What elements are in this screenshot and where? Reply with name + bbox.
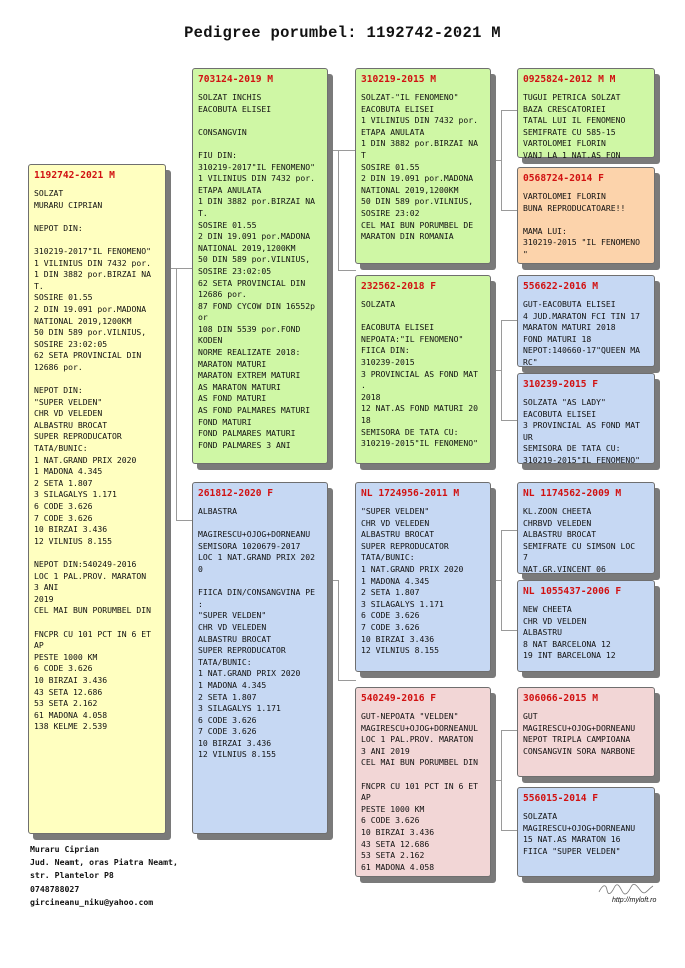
card-line: 12 NAT.AS FOND MATURI 20 [361, 403, 478, 414]
card-line: NEPOT TRIPLA CAMPIOANA [523, 734, 631, 745]
connector [501, 320, 518, 321]
card-line: CHR VD VELEDEN [34, 408, 103, 419]
connector [501, 730, 518, 731]
ring-number: 310239-2015 F [523, 379, 599, 390]
card-line: 3 SILAGALYS 1.171 [198, 703, 281, 714]
card-line: NEPOATA:"IL FENOMENO" [361, 333, 464, 344]
card-line: LOC 1 PAL.PROV. MARATON [34, 570, 147, 581]
card-content [523, 74, 650, 160]
card-line: 2019 [34, 593, 54, 604]
card-line: PESTE 1000 KM [34, 651, 98, 662]
card-line: 12 VILNIUS 8.155 [34, 535, 112, 546]
card-line: SUPER REPRODUCATOR [198, 645, 286, 656]
card-line: 43 SETA 12.686 [34, 686, 103, 697]
ring-number: NL 1055437-2006 F [523, 586, 622, 597]
card-line: AS FOND MATURI [198, 393, 267, 404]
card-line: 3 PROVINCIAL AS FOND MAT [361, 368, 478, 379]
card-line: 50 DIN 589 por.VILNIUS, [198, 254, 311, 265]
card-line: 1 VILINIUS DIN 7432 por. [34, 257, 151, 268]
card-line: GUT [523, 711, 538, 721]
card-line: CHR VD VELEDEN [198, 621, 267, 632]
connector [338, 150, 356, 151]
connector [338, 270, 356, 271]
card-line: LOC 1 PAL.PROV. MARATON [361, 734, 474, 745]
card-line: GUT-NEPOATA "VELDEN" [361, 711, 459, 721]
owner-info [30, 843, 178, 909]
card-line: SEMISORA DE TATA CU: [361, 426, 459, 437]
card-line: 53 SETA 2.162 [361, 850, 425, 861]
connector [501, 420, 518, 421]
card-line: TATAL LUI IL FENOMENO [523, 115, 626, 126]
ring-number: NL 1174562-2009 M [523, 488, 622, 499]
card-line: SEMISORA 1020679-2017 [198, 540, 301, 551]
card-content [34, 170, 161, 825]
card-line: 6 CODE 3.626 [361, 610, 420, 621]
card-line: ETAPA ANULATA [198, 184, 262, 195]
card-line [198, 576, 323, 588]
card-line: VARTOLOMEI FLORIN [523, 191, 606, 201]
connector [491, 780, 501, 781]
card-line: CHR VD VELEDEN [361, 517, 430, 528]
card-line: VARTOLOMEI FLORIN [523, 138, 606, 149]
pigeon-card-sire-dam [355, 275, 491, 464]
card-content [361, 74, 486, 255]
card-line: SOLZAT-"IL FENOMENO" [361, 92, 459, 102]
card-line: FNCPR CU 101 PCT IN 6 ET [361, 780, 478, 791]
card-line: SOSIRE 23:02 [361, 207, 420, 218]
card-line: MAGIRESCU+OJOG+DORNEANU [523, 722, 636, 733]
card-line: SEMIFRATE CU 585-15 [523, 126, 616, 137]
card-line: 1 DIN 3882 por.BIRZAI NA [34, 269, 151, 280]
card-line: CONSANGVIN SORA NARBONE [523, 745, 636, 756]
connector [176, 268, 177, 520]
card-line: NEPOT DIN: [34, 385, 83, 396]
connector [338, 150, 339, 270]
card-line: NAT.GR.VINCENT 06 [523, 563, 606, 574]
card-line: or [198, 312, 208, 323]
card-line: 310219-2015 "IL FENOMENO [523, 237, 640, 248]
card-line: ETAPA ANULATA [361, 126, 425, 137]
card-line: 10 BIRZAI 3.436 [198, 737, 272, 748]
card-line: 2 SETA 1.807 [198, 691, 257, 702]
card-line: 1 NAT.GRAND PRIX 2020 [198, 668, 301, 679]
owner-address: Jud. Neamt, oras Piatra Neamt, [30, 857, 178, 868]
card-content [198, 74, 323, 455]
card-line: SOLZATA [361, 299, 396, 309]
card-line: 6 CODE 3.626 [34, 663, 93, 674]
card-line: 12 VILNIUS 8.155 [361, 645, 439, 656]
card-line: SEMIFRATE CU SIMSON LOC [523, 540, 636, 551]
card-line: LOC 1 NAT.GRAND PRIX 202 [198, 552, 315, 563]
card-line: T. [198, 207, 208, 218]
card-line: 1 VILINIUS DIN 7432 por. [198, 173, 315, 184]
card-line: FOND MATURI 18 [523, 333, 592, 344]
card-line: 310239-2015 [361, 356, 415, 367]
connector [501, 530, 518, 531]
connector [501, 630, 518, 631]
card-line: SEMISORA DE TATA CU: [523, 443, 621, 454]
card-line: 2 DIN 19.091 por.MADONA [34, 303, 147, 314]
card-line: MAMA LUI: [523, 225, 567, 236]
card-line: FIICA DIN/CONSANGVINA PE [198, 587, 315, 598]
card-line: 1 MADONA 4.345 [34, 466, 103, 477]
card-line: SOSIRE 01.55 [198, 219, 257, 230]
card-line: MARATON MATURI 2018 [523, 322, 616, 333]
page-title: Pedigree porumbel: 1192742-2021 M [184, 24, 501, 42]
pigeon-card-sire-sire [355, 68, 491, 264]
ring-number: 703124-2019 M [198, 74, 274, 85]
card-line: ALBASTRA [198, 506, 237, 516]
card-line: CEL MAI BUN PORUMBEL DIN [34, 605, 151, 616]
card-line: 18 [361, 414, 371, 425]
card-line: 108 DIN 5539 por.FOND [198, 323, 301, 334]
card-line: FIICA DIN: [361, 345, 410, 356]
connector [491, 580, 501, 581]
card-line [34, 617, 161, 629]
card-line [198, 138, 323, 150]
card-line: 6 CODE 3.626 [198, 714, 257, 725]
card-line: 1 MADONA 4.345 [361, 575, 430, 586]
card-line: BAZA CRESCATORIEI [523, 103, 606, 114]
card-line: 61 MADONA 4.058 [361, 861, 435, 872]
card-line: 310219-2015"IL FENOMENO" [361, 438, 478, 449]
card-line: NATIONAL 2019,1200KM [34, 315, 132, 326]
card-line: 7 CODE 3.626 [198, 726, 257, 737]
pigeon-card-dd-dam [517, 787, 655, 877]
card-line: 4 JUD.MARATON FCI TIN 17 [523, 310, 640, 321]
connector [338, 680, 356, 681]
card-line: ALBASTRU BROCAT [361, 529, 435, 540]
card-line [34, 211, 161, 223]
card-line: 1 MADONA 4.345 [198, 679, 267, 690]
ring-number: 1192742-2021 M [34, 170, 115, 181]
signature-logo [597, 882, 657, 896]
connector [166, 268, 176, 269]
card-line: MARATON MATURI [198, 358, 267, 369]
card-line: T. [34, 280, 44, 291]
card-line: FOND PALMARES 3 ANI [198, 439, 291, 450]
card-line: CEL MAI BUN PORUMBEL DE [361, 219, 474, 230]
card-line: 2 DIN 19.091 por.MADONA [361, 173, 474, 184]
owner-street: str. Plantelor P8 [30, 870, 114, 881]
card-line: ALBASTRU BROCAT [523, 529, 597, 540]
card-line: SOSIRE 01.55 [34, 292, 93, 303]
ring-number: 0568724-2014 F [523, 173, 604, 184]
card-line: SOSIRE 23:02:05 [198, 265, 272, 276]
card-line: CONSANGVIN [198, 126, 247, 137]
connector [501, 110, 518, 111]
card-line: 8 NAT BARCELONA 12 [523, 638, 611, 649]
card-line: ALBASTRU BROCAT [198, 633, 272, 644]
card-line: 310219-2015"IL FENOMENO" [523, 454, 640, 465]
ring-number: 540249-2016 F [361, 693, 437, 704]
card-line: FIU DIN: [198, 149, 237, 160]
card-line: 12686 por. [34, 361, 83, 372]
connector [501, 530, 502, 630]
card-line: ALBASTRU BROCAT [34, 419, 108, 430]
connector [176, 520, 193, 521]
card-line: NEPOT:140660-17"QUEEN MA [523, 345, 640, 356]
card-line: 2018 [361, 391, 381, 402]
card-line: 7 CODE 3.626 [361, 621, 420, 632]
card-line: VANJ LA 1 NAT.AS FON [523, 149, 621, 160]
card-line: 12 VILNIUS 8.155 [198, 749, 276, 760]
card-line: AP [361, 792, 371, 803]
card-content [523, 281, 650, 367]
card-content [523, 693, 650, 768]
card-line: 50 DIN 589 por.VILNIUS, [34, 327, 147, 338]
card-line: MARATON EXTREM MATURI [198, 370, 301, 381]
pigeon-card-ds-sire [517, 482, 655, 574]
card-line: 3 ANI 2019 [361, 745, 410, 756]
card-line: SUPER REPRODUCATOR [361, 540, 449, 551]
card-line: NORME REALIZATE 2018: [198, 347, 301, 358]
card-content [361, 488, 486, 663]
card-line: 62 SETA PROVINCIAL DIN [34, 350, 142, 361]
pigeon-card-ds-dam [517, 580, 655, 672]
card-line: "SUPER VELDEN" [34, 396, 103, 407]
website-link[interactable]: http://myloft.ro [612, 897, 657, 904]
card-line: "SUPER VELDEN" [361, 506, 430, 516]
card-line: 1 NAT.GRAND PRIX 2020 [361, 563, 464, 574]
pigeon-card-ss-dam [517, 167, 655, 264]
card-line: FNCPR CU 101 PCT IN 6 ET [34, 628, 151, 639]
card-line: 310219-2017"IL FENOMENO" [34, 245, 151, 256]
card-line: FIICA "SUPER VELDEN" [523, 845, 621, 856]
card-line: MAGIRESCU+OJOG+DORNEANU [523, 822, 636, 833]
card-content [361, 693, 486, 872]
card-line: 3 PROVINCIAL AS FOND MAT [523, 420, 640, 431]
card-line: SOLZATA "AS LADY" [523, 397, 606, 407]
card-line: AS MARATON MATURI [198, 381, 281, 392]
card-line: 50 DIN 589 por.VILNIUS, [361, 196, 474, 207]
card-content [523, 379, 650, 465]
card-line: 19 INT BARCELONA 12 [523, 650, 616, 661]
ring-number: 556015-2014 F [523, 793, 599, 804]
card-line [198, 115, 323, 127]
ring-number: 261812-2020 F [198, 488, 274, 499]
card-line [34, 234, 161, 246]
card-line: UR [523, 431, 533, 442]
card-line: MAGIRESCU+OJOG+DORNEANU [198, 529, 311, 540]
card-line: T [361, 149, 366, 160]
card-line: 10 BIRZAI 3.436 [34, 674, 108, 685]
connector [176, 268, 193, 269]
ring-number: 0925824-2012 M M [523, 74, 616, 85]
owner-phone: 0748788027 [30, 883, 80, 894]
ring-number: 306066-2015 M [523, 693, 599, 704]
card-line: : [198, 598, 203, 609]
card-line: "SUPER VELDEN" [198, 610, 267, 621]
card-line: " [523, 248, 528, 259]
card-line [361, 769, 486, 781]
card-line: RC" [523, 356, 538, 367]
card-line: 15 NAT.AS MARATON 16 [523, 834, 621, 845]
card-line: ALBASTRU [523, 627, 562, 638]
pigeon-card-dam-sire [355, 482, 491, 672]
card-line: 53 SETA 2.162 [34, 698, 98, 709]
card-line: 310219-2017"IL FENOMENO" [198, 161, 315, 172]
card-line: 10 BIRZAI 3.436 [361, 633, 435, 644]
card-line: SOLZAT [34, 188, 64, 198]
card-line [34, 374, 161, 386]
card-line: KL.ZOON CHEETA [523, 506, 592, 516]
card-line: 1 DIN 3882 por.BIRZAI NA [361, 138, 478, 149]
card-line: EACOBUTA ELISEI [198, 103, 272, 114]
card-line: FOND PALMARES MATURI [198, 428, 296, 439]
card-line: NEW CHEETA [523, 604, 572, 614]
connector [501, 730, 502, 830]
pigeon-card-ss-sire [517, 68, 655, 158]
card-content [361, 281, 486, 455]
card-line: 138 KELME 2.539 [34, 721, 108, 732]
card-line: 6 CODE 3.626 [361, 815, 420, 826]
ring-number: 556622-2016 M [523, 281, 599, 292]
card-line [523, 214, 650, 226]
pigeon-card-dam-dam [355, 687, 491, 877]
pigeon-card-dd-sire [517, 687, 655, 777]
card-line: CHRBVD VELEDEN [523, 517, 592, 528]
owner-name: Muraru Ciprian [30, 844, 100, 854]
card-line: 1 DIN 3882 por.BIRZAI NA [198, 196, 315, 207]
ring-number: NL 1724956-2011 M [361, 488, 460, 499]
card-line: CEL MAI BUN PORUMBEL DIN [361, 757, 478, 768]
connector [501, 830, 518, 831]
card-line: SOSIRE 01.55 [361, 161, 420, 172]
card-line: FOND MATURI [198, 416, 252, 427]
pigeon-card-subject [28, 164, 166, 834]
card-line: 10 BIRZAI 3.436 [34, 524, 108, 535]
owner-email: gircineanu_niku@yahoo.com [30, 896, 154, 907]
card-line: EACOBUTA ELISEI [361, 103, 435, 114]
card-line: GUT-EACOBUTA ELISEI [523, 299, 616, 309]
card-line: 12686 por. [198, 289, 247, 300]
card-line: 3 SILAGALYS 1.171 [361, 598, 444, 609]
card-line: AS FOND PALMARES MATURI [198, 405, 311, 416]
card-line: TATA/BUNIC: [198, 656, 252, 667]
card-line: 7 CODE 3.626 [34, 512, 93, 523]
card-line: 0 [198, 563, 203, 574]
ring-number: 310219-2015 M [361, 74, 437, 85]
card-line: SOLZATA [523, 811, 558, 821]
card-content [523, 488, 650, 574]
card-line: 1 NAT.GRAND PRIX 2020 [34, 454, 137, 465]
pigeon-card-sd-sire [517, 275, 655, 367]
card-line: SOSIRE 23:02:05 [34, 338, 108, 349]
card-line: TATA/BUNIC: [361, 552, 415, 563]
connector [328, 150, 338, 151]
connector [491, 160, 501, 161]
card-line: NATIONAL 2019,1200KM [198, 242, 296, 253]
pigeon-card-sd-dam [517, 373, 655, 464]
card-line: MAGIRESCU+OJOG+DORNEANUL [361, 722, 478, 733]
card-line [361, 311, 486, 323]
card-line: 3 SILAGALYS 1.171 [34, 489, 117, 500]
card-line: PESTE 1000 KM [361, 803, 425, 814]
card-line: MURARU CIPRIAN [34, 199, 103, 210]
connector [338, 580, 339, 680]
card-line: EACOBUTA ELISEI [361, 322, 435, 333]
card-line: 7 [523, 552, 528, 563]
connector [501, 210, 518, 211]
card-content [523, 793, 650, 868]
card-line: NEPOT DIN: [34, 222, 83, 233]
card-line: NEPOT DIN:540249-2016 [34, 559, 137, 569]
card-line: 2 SETA 1.807 [361, 587, 420, 598]
pigeon-card-sire [192, 68, 328, 464]
connector [491, 370, 501, 371]
card-line [34, 547, 161, 559]
card-line: NATIONAL 2019,1200KM [361, 184, 459, 195]
ring-number: 232562-2018 F [361, 281, 437, 292]
card-line: BUNA REPRODUCATOARE!! [523, 202, 626, 213]
card-line: MARATON DIN ROMANIA [361, 231, 454, 242]
card-line: 2 SETA 1.807 [34, 477, 93, 488]
card-line [198, 518, 323, 530]
card-line: 2 DIN 19.091 por.MADONA [198, 231, 311, 242]
card-content [523, 586, 650, 663]
card-content [523, 173, 650, 259]
card-line: SUPER REPRODUCATOR [34, 431, 122, 442]
card-line: KODEN [198, 335, 223, 346]
card-line: 87 FOND CYCOW DIN 16552p [198, 300, 315, 311]
card-line: CHR VD VELDEN [523, 615, 587, 626]
connector [501, 110, 502, 210]
card-line: 43 SETA 12.686 [361, 838, 430, 849]
card-line: 6 CODE 3.626 [34, 501, 93, 512]
card-line: 62 SETA PROVINCIAL DIN [198, 277, 306, 288]
card-line: . [361, 380, 366, 391]
connector [328, 580, 338, 581]
card-line: TUGUI PETRICA SOLZAT [523, 92, 621, 102]
card-line: 10 BIRZAI 3.436 [361, 826, 435, 837]
card-line: EACOBUTA ELISEI [523, 408, 597, 419]
card-line: 3 ANI [34, 582, 59, 593]
pigeon-card-dam [192, 482, 328, 834]
card-line: 61 MADONA 4.058 [34, 709, 108, 720]
card-line: 1 VILINIUS DIN 7432 por. [361, 115, 478, 126]
card-line: SOLZAT INCHIS [198, 92, 262, 102]
card-content [198, 488, 323, 825]
card-line: TATA/BUNIC: [34, 443, 88, 454]
connector [501, 320, 502, 420]
card-line: AP [34, 640, 44, 651]
